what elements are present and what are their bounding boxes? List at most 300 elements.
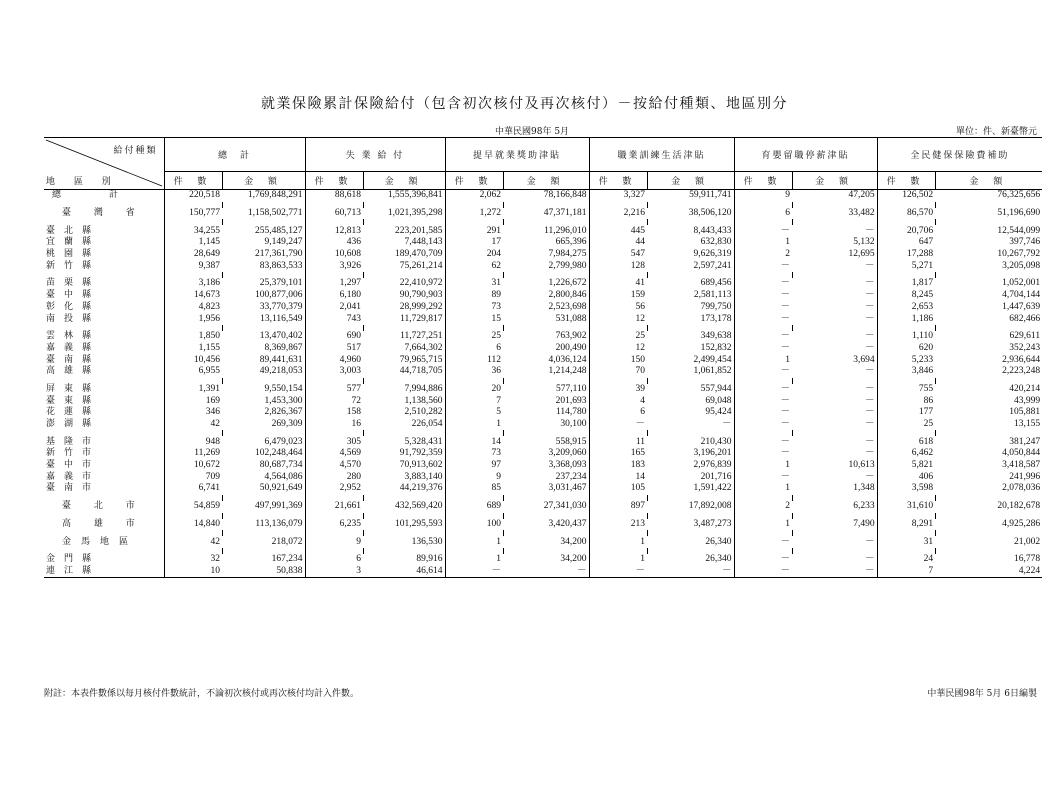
count-cell: 6: [305, 554, 363, 566]
count-cell: 36: [445, 366, 503, 378]
count-cell: 28,649: [164, 249, 222, 261]
table-row: [44, 237, 1042, 249]
count-cell: 346: [164, 407, 222, 419]
table-row: [44, 313, 1042, 325]
amount-cell: 255,485,127: [255, 225, 303, 236]
amount-cell: 5,328,431: [404, 436, 443, 447]
amount-cell: 113,136,079: [255, 518, 303, 529]
count-cell: 31: [445, 278, 503, 290]
amount-cell: －: [865, 313, 875, 324]
count-cell: －: [734, 554, 792, 566]
amount-cell: 95,424: [705, 407, 732, 418]
count-cell: 213: [589, 519, 647, 531]
count-cell: 7: [445, 395, 503, 407]
amount-cell: 50,921,649: [259, 483, 303, 494]
count-cell: 1: [445, 536, 503, 548]
amount-cell: 51,196,690: [997, 208, 1041, 219]
amount-cell: 763,902: [555, 331, 587, 342]
amount-cell: 7,490: [853, 518, 875, 529]
count-column-header: 件 數: [877, 172, 935, 190]
count-cell: －: [734, 225, 792, 237]
report-period: 中華民國98年 5月: [495, 127, 570, 137]
amount-cell: 28,999,292: [399, 301, 443, 312]
count-cell: 11: [589, 436, 647, 448]
table-row: [44, 225, 1042, 237]
count-cell: 305: [305, 436, 363, 448]
amount-cell: －: [503, 566, 589, 578]
count-cell: 17,288: [877, 249, 935, 261]
count-cell: 948: [164, 436, 222, 448]
amount-cell: 6,479,023: [264, 436, 303, 447]
count-cell: 445: [589, 225, 647, 237]
unit-label: 單位：件、新臺幣元: [955, 127, 1037, 137]
group-header-health-insurance: 全民健保保險費補助: [877, 138, 1042, 172]
amount-cell: 4,704,144: [1002, 290, 1041, 301]
count-cell: 6,462: [877, 448, 935, 460]
count-cell: 42: [164, 536, 222, 548]
table-row: [44, 331, 1042, 343]
amount-cell: 3,418,587: [1002, 460, 1041, 471]
amount-cell: 3,420,437: [548, 518, 587, 529]
amount-cell: 682,466: [1009, 313, 1041, 324]
amount-cell: 689,456: [700, 278, 732, 289]
count-cell: －: [734, 566, 792, 578]
count-cell: 25: [589, 331, 647, 343]
region-name: 苗栗縣: [46, 278, 101, 289]
amount-column-header: 金 額: [647, 172, 734, 190]
amount-cell: 34,200: [560, 554, 587, 565]
table-row: [44, 566, 1042, 578]
amount-cell: 3,883,140: [404, 471, 443, 482]
table-row: [44, 460, 1042, 472]
region-name: 臺東縣: [46, 395, 101, 406]
amount-cell: 101,295,593: [395, 518, 443, 529]
count-cell: 17: [445, 237, 503, 249]
count-cell: 165: [589, 448, 647, 460]
count-column-header: 件 數: [589, 172, 647, 190]
amount-cell: 381,247: [1009, 436, 1041, 447]
count-cell: 406: [877, 471, 935, 483]
amount-cell: 432,569,420: [395, 501, 443, 512]
amount-cell: 223,201,585: [395, 225, 443, 236]
count-cell: 4,960: [305, 354, 363, 366]
amount-cell: 33,770,379: [259, 301, 303, 312]
count-cell: 1,272: [445, 208, 503, 220]
amount-cell: 3,694: [853, 354, 875, 365]
count-cell: －: [734, 290, 792, 302]
count-cell: 31: [877, 536, 935, 548]
amount-cell: 1,061,852: [693, 366, 732, 377]
count-cell: 14,840: [164, 519, 222, 531]
region-name: 高雄縣: [46, 366, 101, 377]
amount-cell: 201,716: [700, 471, 732, 482]
amount-cell: 13,155: [1013, 419, 1041, 430]
amount-cell: 5,132: [853, 237, 875, 248]
count-cell: 5,233: [877, 354, 935, 366]
amount-cell: 352,243: [1009, 342, 1041, 353]
amount-cell: 2,800,846: [548, 290, 587, 301]
amount-cell: 7,984,275: [548, 249, 587, 260]
count-cell: 12: [589, 313, 647, 325]
amount-cell: －: [865, 419, 875, 430]
count-cell: 10,608: [305, 249, 363, 261]
page-title: 就業保險累計保險給付（包含初次核付及再次核付）－按給付種類、地區別分: [261, 96, 788, 112]
count-cell: 2,952: [305, 483, 363, 495]
amount-cell: －: [647, 566, 734, 578]
count-cell: 3,327: [589, 190, 647, 202]
amount-cell: 218,072: [271, 536, 303, 547]
count-cell: 6: [445, 343, 503, 355]
amount-cell: 22,410,972: [399, 278, 443, 289]
count-cell: 34,255: [164, 225, 222, 237]
amount-cell: 1,555,396,841: [387, 190, 443, 201]
amount-cell: 3,209,060: [548, 448, 587, 459]
amount-cell: 11,296,010: [544, 225, 587, 236]
amount-cell: 189,470,709: [395, 249, 443, 260]
amount-cell: －: [865, 366, 875, 377]
amount-cell: －: [865, 448, 875, 459]
region-name: 新竹市: [46, 448, 101, 459]
table-row: [44, 208, 1042, 220]
count-cell: 1: [445, 419, 503, 431]
count-cell: 1: [589, 536, 647, 548]
region-name: 臺南縣: [46, 354, 101, 365]
table-row: [44, 407, 1042, 419]
table-row: [44, 501, 1042, 513]
group-header-training-allowance: 職業訓練生活津貼: [589, 138, 734, 172]
amount-cell: 8,443,433: [693, 225, 732, 236]
count-cell: 220,518: [164, 190, 222, 202]
region-name: 連江縣: [44, 566, 164, 578]
count-cell: 159: [589, 290, 647, 302]
amount-cell: 38,506,120: [688, 208, 732, 219]
count-cell: 44: [589, 237, 647, 249]
count-cell: 85: [445, 483, 503, 495]
count-column-header: 件 數: [734, 172, 792, 190]
count-cell: 150: [589, 354, 647, 366]
table-row: [44, 190, 1042, 202]
count-cell: 3,186: [164, 278, 222, 290]
count-cell: 10,456: [164, 354, 222, 366]
amount-cell: 33,482: [848, 208, 875, 219]
header-row-groups: [44, 138, 1042, 172]
amount-cell: 47,205: [848, 190, 875, 201]
amount-cell: －: [792, 566, 877, 578]
amount-cell: 80,687,734: [259, 460, 303, 471]
count-cell: 2,216: [589, 208, 647, 220]
count-cell: 1: [734, 354, 792, 366]
amount-cell: 136,530: [411, 536, 443, 547]
count-cell: 9: [445, 471, 503, 483]
count-cell: 4,570: [305, 460, 363, 472]
count-cell: 9,387: [164, 260, 222, 272]
amount-cell: 152,832: [700, 342, 732, 353]
count-cell: 73: [445, 302, 503, 314]
count-cell: 2: [734, 501, 792, 513]
count-cell: －: [734, 407, 792, 419]
count-cell: 89: [445, 290, 503, 302]
amount-cell: 9,626,319: [693, 249, 732, 260]
count-cell: 25: [445, 331, 503, 343]
count-cell: 14: [445, 436, 503, 448]
amount-cell: 1,214,248: [548, 366, 587, 377]
amount-cell: 105,881: [1009, 407, 1041, 418]
count-cell: －: [734, 471, 792, 483]
amount-cell: 20,182,678: [997, 501, 1041, 512]
amount-column-header: 金 額: [503, 172, 589, 190]
amount-cell: 2,523,698: [548, 301, 587, 312]
amount-cell: 531,088: [555, 313, 587, 324]
amount-cell: 2,223,248: [1002, 366, 1041, 377]
amount-cell: 8,369,867: [264, 342, 303, 353]
amount-cell: 79,965,715: [399, 354, 443, 365]
count-cell: 42: [164, 419, 222, 431]
table-row: [44, 436, 1042, 448]
amount-cell: 349,638: [700, 331, 732, 342]
count-cell: －: [734, 419, 792, 431]
region-name: 南投縣: [46, 313, 101, 324]
count-cell: 689: [445, 501, 503, 513]
amount-cell: －: [865, 383, 875, 394]
region-name: 臺南市: [46, 483, 101, 494]
count-cell: 5: [445, 407, 503, 419]
amount-cell: －: [865, 290, 875, 301]
count-cell: －: [734, 436, 792, 448]
region-name: 臺北縣: [46, 225, 101, 236]
count-cell: 620: [877, 343, 935, 355]
count-cell: 897: [589, 501, 647, 513]
count-cell: 11,269: [164, 448, 222, 460]
amount-cell: 1,158,502,771: [247, 208, 303, 219]
amount-cell: 167,234: [271, 554, 303, 565]
amount-cell: 200,490: [555, 342, 587, 353]
amount-cell: 558,915: [555, 436, 587, 447]
count-cell: －: [734, 536, 792, 548]
count-cell: 2,062: [445, 190, 503, 202]
amount-cell: 2,936,644: [1002, 354, 1041, 365]
amount-cell: 1,138,560: [404, 395, 443, 406]
count-cell: 577: [305, 384, 363, 396]
count-cell: 1: [589, 554, 647, 566]
region-name: 彰化縣: [46, 301, 101, 312]
count-cell: 100: [445, 519, 503, 531]
benefits-table: [44, 137, 1042, 578]
amount-cell: 1,226,672: [548, 278, 587, 289]
count-cell: －: [734, 302, 792, 314]
count-cell: 21,661: [305, 501, 363, 513]
amount-cell: 2,078,036: [1002, 483, 1041, 494]
amount-cell: 201,693: [555, 395, 587, 406]
amount-cell: 2,581,113: [693, 290, 732, 301]
amount-cell: 420,214: [1009, 383, 1041, 394]
region-name: 雲林縣: [46, 331, 101, 342]
count-cell: 9: [734, 190, 792, 202]
count-cell: 20,706: [877, 225, 935, 237]
count-cell: 56: [589, 302, 647, 314]
region-name: 金門縣: [46, 554, 101, 565]
table-row: [44, 384, 1042, 396]
count-cell: 517: [305, 343, 363, 355]
amount-cell: －: [865, 407, 875, 418]
amount-cell: 3,196,201: [693, 448, 732, 459]
count-cell: 647: [877, 237, 935, 249]
count-cell: 39: [589, 384, 647, 396]
count-cell: －: [734, 384, 792, 396]
count-cell: 158: [305, 407, 363, 419]
amount-cell: 7,448,143: [404, 237, 443, 248]
count-cell: 3,926: [305, 260, 363, 272]
amount-cell: 102,248,464: [255, 448, 303, 459]
count-cell: 6,180: [305, 290, 363, 302]
count-cell: 3: [305, 566, 363, 578]
region-name: 宜蘭縣: [46, 237, 101, 248]
amount-cell: 577,110: [556, 383, 587, 394]
amount-cell: －: [865, 331, 875, 342]
amount-cell: 629,611: [1009, 331, 1041, 342]
count-cell: 743: [305, 313, 363, 325]
count-cell: 1,391: [164, 384, 222, 396]
amount-cell: 11,729,817: [400, 313, 443, 324]
count-cell: 6: [734, 208, 792, 220]
amount-cell: 30,100: [560, 419, 587, 430]
region-name: 新竹縣: [46, 260, 101, 271]
amount-cell: 1,591,422: [693, 483, 732, 494]
count-cell: 128: [589, 260, 647, 272]
count-cell: 1,110: [877, 331, 935, 343]
amount-cell: 3,205,098: [1002, 260, 1041, 271]
region-name: 桃園縣: [46, 249, 101, 260]
amount-cell: 4,050,844: [1002, 448, 1041, 459]
amount-cell: 210,430: [700, 436, 732, 447]
corner-header: [44, 138, 164, 190]
amount-cell: 2,976,839: [693, 460, 732, 471]
count-cell: 204: [445, 249, 503, 261]
group-header-unemployment: 失 業 給 付: [305, 138, 445, 172]
amount-cell: 76,325,656: [997, 190, 1041, 201]
region-name: 花蓮縣: [46, 407, 101, 418]
table-row: [44, 419, 1042, 431]
amount-cell: 10,267,792: [997, 249, 1041, 260]
amount-cell: －: [865, 301, 875, 312]
count-cell: 1: [734, 460, 792, 472]
count-cell: 97: [445, 460, 503, 472]
amount-cell: 7,994,886: [404, 383, 443, 394]
amount-cell: 269,309: [271, 419, 303, 430]
count-cell: －: [734, 395, 792, 407]
table-row: [44, 483, 1042, 495]
amount-cell: 241,996: [1009, 471, 1041, 482]
count-cell: 60,713: [305, 208, 363, 220]
count-cell: 1,145: [164, 237, 222, 249]
region-name: 屏東縣: [46, 383, 101, 394]
corner-bottom-label: 地 區 別: [46, 177, 119, 187]
amount-cell: 100,877,006: [255, 290, 303, 301]
amount-cell: 91,792,359: [399, 448, 443, 459]
count-cell: 1: [734, 483, 792, 495]
count-cell: 547: [589, 249, 647, 261]
region-name: 臺 灣 省: [62, 208, 145, 219]
amount-cell: 9,550,154: [264, 383, 303, 394]
count-cell: 690: [305, 331, 363, 343]
table-row: [44, 260, 1042, 272]
count-cell: 86,570: [877, 208, 935, 220]
count-cell: 6: [589, 407, 647, 419]
count-cell: 10: [164, 566, 222, 578]
count-cell: 8,291: [877, 519, 935, 531]
count-cell: 24: [877, 554, 935, 566]
table-row: [44, 290, 1042, 302]
amount-cell: 69,048: [705, 395, 732, 406]
amount-cell: 1,052,001: [1002, 278, 1041, 289]
count-cell: 436: [305, 237, 363, 249]
region-name: 臺 北 市: [62, 501, 145, 512]
amount-cell: 665,396: [555, 237, 587, 248]
amount-cell: 43,999: [1013, 395, 1041, 406]
amount-cell: 632,830: [700, 237, 732, 248]
amount-cell: 4,925,286: [1002, 518, 1041, 529]
count-cell: 8,245: [877, 290, 935, 302]
amount-cell: 2,597,241: [693, 260, 732, 271]
amount-cell: 9,149,247: [264, 237, 303, 248]
amount-cell: 1,447,639: [1002, 301, 1041, 312]
count-cell: 88,618: [305, 190, 363, 202]
amount-cell: －: [722, 419, 732, 430]
amount-cell: 1,348: [853, 483, 875, 494]
table-row: [44, 448, 1042, 460]
count-cell: 1: [445, 554, 503, 566]
count-cell: 31,610: [877, 501, 935, 513]
count-cell: 1,155: [164, 343, 222, 355]
amount-cell: 4,564,086: [264, 471, 303, 482]
table-row: [44, 471, 1042, 483]
amount-cell: 557,944: [700, 383, 732, 394]
amount-cell: 89,441,631: [259, 354, 303, 365]
corner-top-label: 給付種類: [113, 146, 158, 156]
amount-cell: 59,911,741: [689, 190, 732, 201]
amount-cell: 2,799,980: [548, 260, 587, 271]
amount-cell: 75,261,214: [399, 260, 443, 271]
count-cell: 112: [445, 354, 503, 366]
header-row-subcolumns: [44, 172, 1042, 190]
amount-cell: －: [865, 471, 875, 482]
count-cell: 150,777: [164, 208, 222, 220]
table-row: [44, 554, 1042, 566]
table-row: [44, 366, 1042, 378]
region-name: 高 雄 市: [62, 518, 145, 529]
count-cell: 3,003: [305, 366, 363, 378]
amount-cell: 6,233: [853, 501, 875, 512]
count-cell: 10,672: [164, 460, 222, 472]
count-cell: －: [734, 366, 792, 378]
amount-cell: 13,116,549: [260, 313, 303, 324]
group-header-total: 總 計: [164, 138, 305, 172]
group-header-parental-leave: 育嬰留職停薪津貼: [734, 138, 877, 172]
amount-cell: 4,036,124: [548, 354, 587, 365]
amount-cell: 397,746: [1009, 237, 1041, 248]
count-cell: 4,569: [305, 448, 363, 460]
count-cell: 62: [445, 260, 503, 272]
amount-cell: 1,769,848,291: [247, 190, 303, 201]
footnote: 附註：本表件數係以每月核付件數統計，不論初次核付或再次核付均計入件數。: [44, 689, 360, 699]
amount-cell: －: [865, 554, 875, 565]
amount-cell: －: [865, 342, 875, 353]
count-cell: 1: [734, 519, 792, 531]
amount-cell: 173,178: [700, 313, 732, 324]
amount-cell: 17,892,008: [688, 501, 732, 512]
count-cell: 1,297: [305, 278, 363, 290]
compiled-date: 中華民國98年 5月 6日編製: [927, 689, 1037, 699]
amount-cell: 12,695: [848, 249, 875, 260]
